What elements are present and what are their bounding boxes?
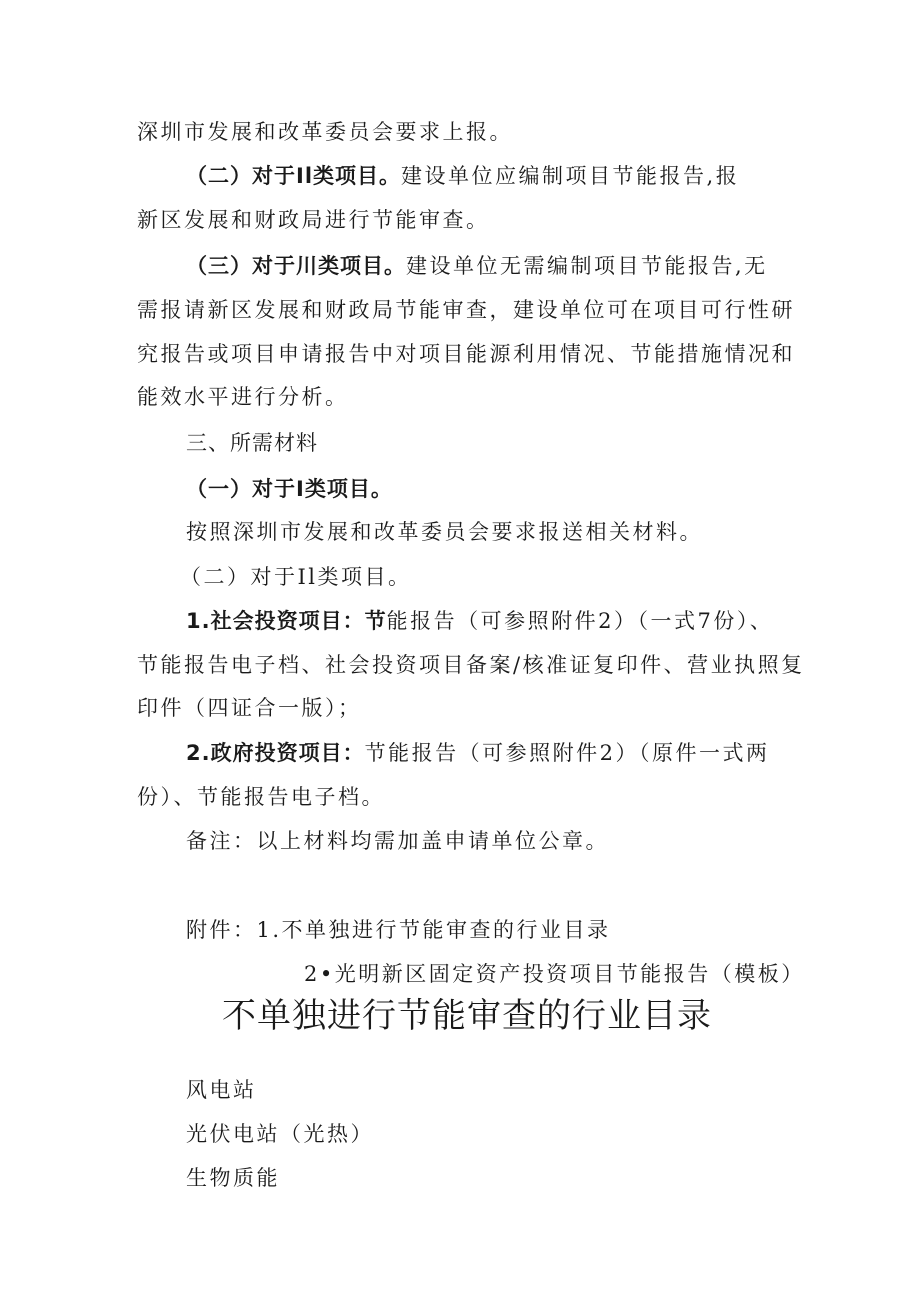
section-heading: 三、所需材料 <box>186 431 318 455</box>
subheading: （三）对于川类项目。 <box>186 254 406 278</box>
catalog-item: 风电站 <box>186 1078 257 1102</box>
paragraph-line <box>186 163 739 189</box>
paragraph-line: 深圳市发展和改革委员会要求上报。 <box>137 120 513 144</box>
catalog-title: 不单独进行节能审查的行业目录 <box>222 996 712 1036</box>
item-label: 2.政府投资项目： <box>186 741 365 765</box>
attachment-line: 附件：1.不单独进行节能审查的行业目录 <box>186 918 611 942</box>
paragraph-line: 按照深圳市发展和改革委员会要求报送相关材料。 <box>186 520 703 544</box>
paragraph-text: 建设单位无需编制项目节能报告,无 <box>406 254 768 278</box>
subheading: （二）对于Il类项目。 <box>186 164 402 188</box>
list-item <box>186 740 769 766</box>
list-item <box>186 608 773 634</box>
paragraph-line: 究报告或项目申请报告中对项目能源利用情况、节能措施情况和 <box>137 342 795 366</box>
paragraph-line: 份）、节能报告电子档。 <box>137 785 385 809</box>
paragraph-line: 需报请新区发展和财政局节能审查，建设单位可在项目可行性研 <box>137 298 795 322</box>
catalog-item: 生物质能 <box>186 1166 280 1190</box>
paragraph-line: 节能报告电子档、社会投资项目备案/核准证复印件、营业执照复 <box>137 653 805 677</box>
paragraph-text: 建设单位应编制项目节能报告,报 <box>401 164 740 188</box>
paragraph-line: 印件（四证合一版）； <box>137 696 362 720</box>
attachment-line: 2•光明新区固定资产投资项目节能报告（模板） <box>304 962 805 986</box>
item-text: 节能报告（可参照附件2）（原件一式两 <box>364 741 770 765</box>
catalog-item: 光伏电站（光热） <box>186 1122 374 1146</box>
subheading: （二）对于Il类项目。 <box>180 565 412 589</box>
item-label: 1.社会投资项目：节 <box>186 609 387 633</box>
item-text: 能报告（可参照附件2）（一式7份）、 <box>386 609 774 633</box>
subheading: （一）对于I类项目。 <box>186 477 393 501</box>
paragraph-line: 新区发展和财政局进行节能审查。 <box>137 208 490 232</box>
paragraph-line <box>186 253 768 279</box>
paragraph-line: 能效水平进行分析。 <box>137 385 349 409</box>
note-line: 备注：以上材料均需加盖申请单位公章。 <box>186 829 609 853</box>
